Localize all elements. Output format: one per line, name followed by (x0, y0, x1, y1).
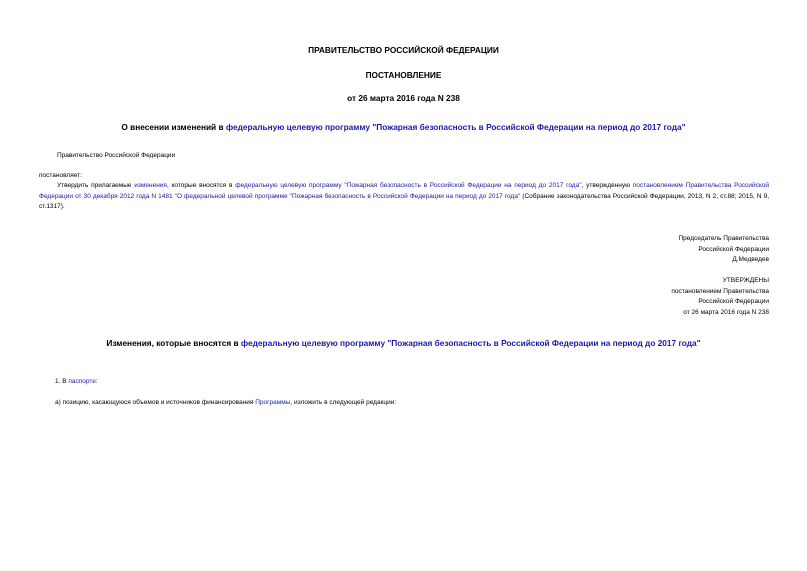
changes-title-prefix: Изменения, которые вносятся в (106, 338, 241, 348)
passport-link[interactable]: паспорте (68, 378, 96, 385)
program-short-link[interactable]: Программы (255, 399, 291, 406)
item-a-prefix: а) позицию, касающуюся объемов и источников финансирования (55, 399, 256, 406)
government-line: Правительство Российской Федерации (57, 152, 176, 159)
item-a (55, 398, 396, 409)
paragraph-text-2: , которые вносятся в (166, 182, 236, 189)
approval-line-2: постановлением Правительства (671, 287, 769, 295)
paragraph-text-4: (Собрание законодательства Российской Федерации, 2013, N 2, ст.88; 2015, N 9, ст.1317). (39, 192, 770, 210)
changes-link[interactable]: изменения (134, 182, 167, 189)
item-1 (55, 377, 98, 388)
document-date-number: от 26 марта 2016 года N 238 (347, 93, 460, 103)
approval-block (500, 276, 769, 318)
resolution-paragraph (39, 181, 769, 213)
paragraph-text-1: Утвердить прилагаемые (57, 182, 135, 189)
signature-country: Российской Федерации (698, 245, 769, 253)
paragraph-text-3: , утвержденную (581, 182, 633, 189)
approval-heading: УТВЕРЖДЕНЫ (722, 277, 769, 284)
government-heading: ПРАВИТЕЛЬСТВО РОССИЙСКОЙ ФЕДЕРАЦИИ (308, 45, 499, 55)
changes-program-link[interactable]: федеральную целевую программу "Пожарная безопасность в Российской Федерации на период до 2017 года" (240, 338, 701, 348)
program-title-link[interactable]: федеральную целевую программу "Пожарная безопасность в Российской Федерации на период до 2017 года" (225, 122, 686, 132)
document-type-heading: ПОСТАНОВЛЕНИЕ (365, 70, 442, 80)
item-a-suffix: , изложить в следующей редакции: (290, 399, 397, 406)
document-title-prefix: О внесении изменений в (121, 122, 226, 132)
approval-date: от 26 марта 2016 года N 238 (683, 308, 769, 316)
approval-line-3: Российской Федерации (698, 298, 769, 305)
document-title (0, 122, 807, 132)
decree-link[interactable]: постановлением Правительства Российской Федерации от 30 декабря 2012 года N 1481 "О федеральной целевой программе "Пожарная безопасность в Российской Федерации на период до 2017 года" (39, 182, 769, 200)
signature-name: Д.Медведев (732, 256, 769, 263)
program-link[interactable]: федеральную целевую программу "Пожарная безопасность в Российской Федерации на период до 2017 года" (235, 182, 582, 189)
item-1-suffix: : (95, 378, 98, 385)
resolves-line: постановляет: (39, 172, 82, 179)
changes-title (0, 338, 807, 348)
item-1-prefix: 1. В (55, 378, 69, 385)
signature-block (500, 234, 769, 266)
signature-position: Председатель Правительства (678, 235, 769, 242)
